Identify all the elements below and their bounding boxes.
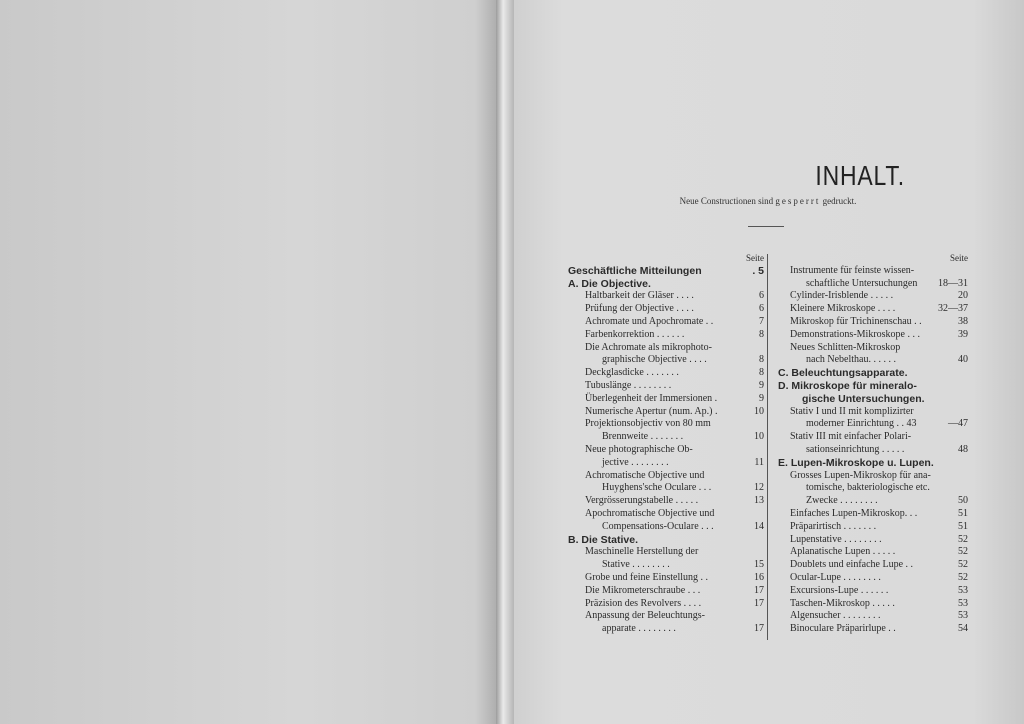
toc-entry — [778, 393, 968, 406]
toc-entry-label: C. Beleuchtungsapparate. — [778, 367, 908, 380]
toc-entry-page: 17 — [754, 584, 764, 596]
toc-entry-page: 52 — [958, 571, 968, 583]
toc-entry-label: Instrumente für feinste wissen- — [790, 264, 915, 276]
toc-entry — [568, 278, 764, 291]
toc-entry — [568, 457, 764, 470]
toc-entry-page: 51 — [958, 507, 968, 519]
toc-entry-page: 39 — [958, 328, 968, 340]
toc-entry-page: 8 — [759, 354, 764, 366]
toc-entry — [568, 610, 764, 623]
toc-entry — [778, 316, 968, 329]
toc-entry — [568, 354, 764, 367]
toc-entry-label: Doublets und einfache Lupe . . — [790, 559, 914, 571]
toc-entry-label: Vergrösserungstabelle . . . . . — [585, 495, 699, 507]
toc-entry-page: 53 — [958, 597, 968, 609]
toc-right-column — [778, 252, 968, 636]
toc-entry-page: 8 — [759, 328, 764, 340]
subtitle-before: Neue Constructionen sind — [679, 196, 776, 206]
toc-entry-label: Präparirtisch . . . . . . . — [790, 520, 877, 532]
toc-entry-label: Haltbarkeit der Gläser . . . . — [585, 290, 694, 302]
toc-entry-label: Überlegenheit der Immersionen . — [585, 392, 718, 404]
page-title: INHALT. — [815, 160, 905, 191]
toc-entry-label: Die Achromate als mikrophoto- — [585, 341, 712, 353]
toc-entry — [568, 303, 764, 316]
column-divider — [767, 254, 768, 640]
toc-entry-page: 51 — [958, 520, 968, 532]
toc-entry-label: Aplanatische Lupen . . . . . — [790, 546, 896, 558]
toc-entry-label: Deckglasdicke . . . . . . . — [585, 367, 679, 379]
toc-entry — [778, 508, 968, 521]
toc-entry-label: E. Lupen-Mikroskope u. Lupen. — [778, 456, 934, 469]
toc-entry-page: 32—37 — [938, 303, 968, 315]
toc-entry-label: Projektionsobjectiv von 80 mm — [585, 418, 711, 430]
toc-entry-label: Algensucher . . . . . . . . — [790, 610, 881, 622]
toc-entry — [778, 418, 968, 431]
toc-entry-label: Neues Schlitten-Mikroskop — [790, 341, 901, 353]
toc-entry — [778, 265, 968, 278]
toc-entry-page: 9 — [759, 392, 764, 404]
toc-entry — [778, 380, 968, 393]
toc-entry-label: Neue photographische Ob- — [585, 443, 693, 455]
toc-entry — [568, 559, 764, 572]
toc-entry-page: 6 — [759, 303, 764, 315]
toc-entry — [778, 406, 968, 419]
toc-entry — [568, 342, 764, 355]
toc-left-entries — [568, 265, 764, 636]
toc-entry-label: Geschäftliche Mitteilungen — [568, 264, 702, 277]
toc-entry — [568, 265, 764, 278]
toc-entry-label: Prüfung der Objective . . . . — [585, 303, 694, 315]
toc-entry-label: Tubuslänge . . . . . . . . — [585, 379, 672, 391]
toc-entry — [778, 482, 968, 495]
toc-entry-label: nach Nebelthau. . . . . . — [806, 354, 896, 366]
toc-right-entries — [778, 265, 968, 636]
toc-entry-page: 54 — [958, 623, 968, 635]
toc-entry — [778, 431, 968, 444]
toc-entry — [568, 380, 764, 393]
subtitle-note — [512, 196, 1024, 206]
toc-entry-label: Ocular-Lupe . . . . . . . . — [790, 571, 881, 583]
toc-entry — [568, 585, 764, 598]
toc-entry-page: 17 — [754, 623, 764, 635]
book-gutter — [496, 0, 514, 724]
toc-entry — [568, 521, 764, 534]
toc-entry-page: 10 — [754, 431, 764, 443]
toc-entry-label: Achromate und Apochromate . . — [585, 315, 714, 327]
toc-entry — [778, 470, 968, 483]
toc-entry-label: Excursions-Lupe . . . . . . — [790, 584, 889, 596]
toc-entry-page: 18—31 — [938, 277, 968, 289]
toc-entry-page: 6 — [759, 290, 764, 302]
toc-entry — [778, 342, 968, 355]
toc-entry — [778, 534, 968, 547]
toc-entry — [778, 457, 968, 470]
toc-entry-page: 8 — [759, 367, 764, 379]
toc-entry-page: 50 — [958, 495, 968, 507]
toc-entry — [568, 546, 764, 559]
toc-entry — [568, 598, 764, 611]
toc-entry — [568, 534, 764, 547]
toc-entry — [568, 572, 764, 585]
toc-entry-label: D. Mikroskope für mineralo- — [778, 379, 917, 392]
toc-entry-label: apparate . . . . . . . . — [602, 623, 676, 635]
toc-entry-page: 52 — [958, 546, 968, 558]
toc-entry-label: Demonstrations-Mikroskope . . . — [790, 328, 920, 340]
toc-entry — [778, 290, 968, 303]
toc-entry — [568, 431, 764, 444]
toc-entry-page: 53 — [958, 584, 968, 596]
toc-entry-label: tomische, bakteriologische etc. — [806, 482, 930, 494]
toc-entry-page: 13 — [754, 495, 764, 507]
toc-entry-label: B. Die Stative. — [568, 533, 639, 546]
subtitle-after: gedruckt. — [820, 196, 857, 206]
toc-entry-page: 17 — [754, 597, 764, 609]
toc-entry — [568, 316, 764, 329]
toc-entry-label: gische Untersuchungen. — [802, 392, 925, 405]
toc-entry-page: 11 — [754, 456, 764, 468]
toc-entry-label: Apochromatische Objective und — [585, 507, 715, 519]
toc-entry — [568, 290, 764, 303]
toc-entry-label: Cylinder-Irisblende . . . . . — [790, 290, 894, 302]
toc-entry-page: 20 — [958, 290, 968, 302]
toc-entry-label: Achromatische Objective und — [585, 469, 705, 481]
toc-entry — [778, 278, 968, 291]
toc-entry — [568, 482, 764, 495]
toc-entry-label: Zwecke . . . . . . . . — [806, 495, 878, 507]
toc-entry-page: 9 — [759, 379, 764, 391]
toc-entry-label: graphische Objective . . . . — [602, 354, 707, 366]
toc-entry — [778, 495, 968, 508]
toc-entry-page: 7 — [759, 315, 764, 327]
toc-entry — [778, 354, 968, 367]
toc-entry — [778, 521, 968, 534]
toc-entry — [568, 367, 764, 380]
toc-entry — [778, 546, 968, 559]
toc-entry-label: jective . . . . . . . . — [602, 456, 669, 468]
seite-label-left: Seite — [746, 253, 764, 263]
toc-entry — [568, 444, 764, 457]
toc-entry-label: Binoculare Präparirlupe . . — [790, 623, 896, 635]
toc-entry-page: 40 — [958, 354, 968, 366]
toc-entry-page: 38 — [958, 315, 968, 327]
toc-entry — [568, 495, 764, 508]
toc-entry-page: 16 — [754, 571, 764, 583]
left-page — [0, 0, 500, 724]
toc-entry — [568, 329, 764, 342]
toc-entry-label: moderner Einrichtung . . 43 — [806, 418, 917, 430]
toc-entry — [778, 585, 968, 598]
toc-entry — [778, 610, 968, 623]
toc-entry-label: Numerische Apertur (num. Ap.) . — [585, 405, 718, 417]
toc-entry-label: Anpassung der Beleuchtungs- — [585, 610, 705, 622]
toc-entry-label: Farbenkorrektion . . . . . . — [585, 328, 685, 340]
toc-entry-label: Maschinelle Herstellung der — [585, 546, 699, 558]
toc-entry — [568, 406, 764, 419]
toc-entry-label: Kleinere Mikroskope . . . . — [790, 303, 896, 315]
toc-entry-label: Einfaches Lupen-Mikroskop. . . — [790, 507, 918, 519]
toc-entry-page: 15 — [754, 559, 764, 571]
toc-entry — [568, 508, 764, 521]
toc-entry-label: Brennweite . . . . . . . — [602, 431, 684, 443]
toc-entry — [778, 444, 968, 457]
toc-entry-page: 52 — [958, 559, 968, 571]
toc-entry — [778, 367, 968, 380]
toc-entry-label: Lupenstative . . . . . . . . — [790, 533, 882, 545]
subtitle-spaced: gesperrt — [775, 196, 821, 206]
toc-entry-page: 14 — [754, 520, 764, 532]
toc-entry-label: Die Mikrometerschraube . . . — [585, 584, 701, 596]
toc-entry — [778, 559, 968, 572]
toc-entry-label: Stative . . . . . . . . — [602, 559, 670, 571]
toc-left-column — [568, 252, 764, 636]
seite-label-right: Seite — [950, 253, 968, 263]
toc-entry-label: Grobe und feine Einstellung . . — [585, 571, 709, 583]
toc-entry — [778, 572, 968, 585]
toc-entry — [568, 393, 764, 406]
toc-entry — [778, 303, 968, 316]
toc-entry-page: 10 — [754, 405, 764, 417]
toc-entry-page: —47 — [948, 418, 968, 430]
title-rule — [748, 226, 784, 227]
toc-entry-page: 48 — [958, 443, 968, 455]
toc-entry-label: Compensations-Oculare . . . — [602, 520, 714, 532]
toc-entry-label: Mikroskop für Trichinenschau . . — [790, 315, 922, 327]
toc-entry-label: sationseinrichtung . . . . . — [806, 443, 905, 455]
toc-entry — [568, 623, 764, 636]
toc-entry — [778, 598, 968, 611]
toc-entry-label: schaftliche Untersuchungen — [806, 277, 918, 289]
toc-entry-label: Stativ I und II mit komplizirter — [790, 405, 914, 417]
toc-entry-page: 12 — [754, 482, 764, 494]
toc-entry-label: Huyghens'sche Oculare . . . — [602, 482, 712, 494]
toc-entry-label: Taschen-Mikroskop . . . . . — [790, 597, 895, 609]
toc-entry — [778, 623, 968, 636]
toc-entry-page: . 5 — [752, 264, 764, 277]
toc-entry — [568, 418, 764, 431]
toc-entry-label: Präzision des Revolvers . . . . — [585, 597, 702, 609]
toc-entry-label: A. Die Objective. — [568, 277, 651, 290]
toc-entry-label: Grosses Lupen-Mikroskop für ana- — [790, 469, 931, 481]
toc-entry — [778, 329, 968, 342]
toc-entry-page: 53 — [958, 610, 968, 622]
toc-entry-page: 52 — [958, 533, 968, 545]
toc-entry — [568, 470, 764, 483]
toc-entry-label: Stativ III mit einfacher Polari- — [790, 431, 912, 443]
